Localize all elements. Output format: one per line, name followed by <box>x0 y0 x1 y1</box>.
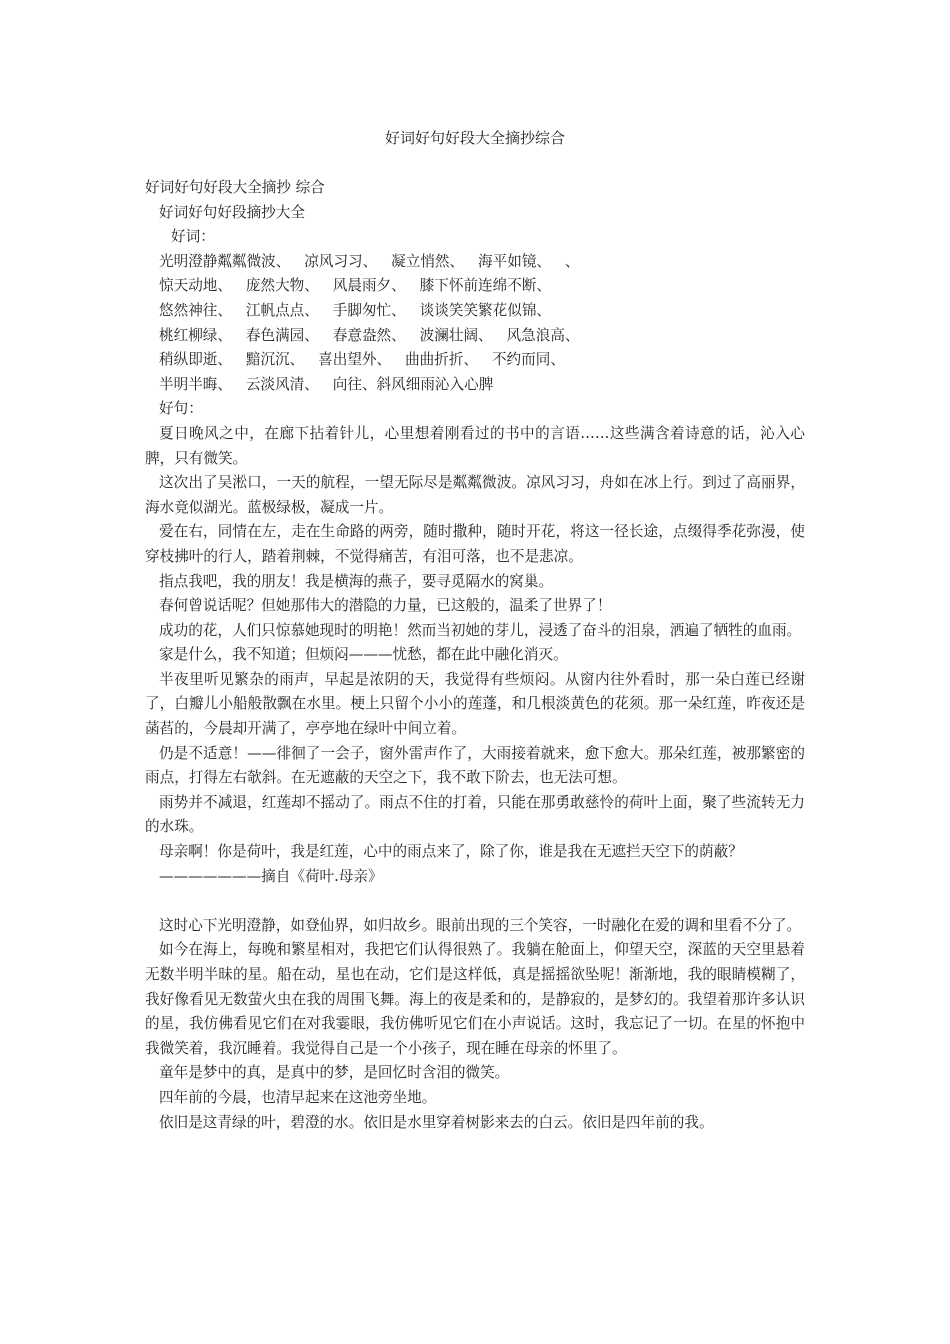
document-title: 好词好句好段大全摘抄综合 <box>384 129 565 147</box>
paragraph: 夏日晚风之中，在廊下拈着针儿，心里想着刚看过的书中的言语……这些满含着诗意的话，沁入心脾，只有微笑。 <box>145 424 805 467</box>
paragraph: 童年是梦中的真，是真中的梦，是回忆时含泪的微笑。 <box>159 1064 510 1082</box>
paragraph: 半夜里听见繁杂的雨声，早起是浓阴的天，我觉得有些烦闷。从窗内往外看时，那一朵白莲已经谢了，白瓣儿小船般散飘在水里。梗上只留个小小的莲蓬，和几根淡黄色的花须。那一朵红莲，昨夜还是菡萏的，今晨却开满了，亭亭地在绿叶中间立着。 <box>145 670 805 738</box>
word-row: 半明半晦、 云淡风清、 向往、斜风细雨沁入心脾 <box>159 375 494 393</box>
word-row: 惊天动地、 庞然大物、 风晨雨夕、 膝下怀前连绵不断、 <box>159 277 552 295</box>
word-row: 桃红柳绿、 春色满园、 春意盎然、 波澜壮阔、 风急浪高、 <box>159 326 580 344</box>
paragraph: 雨势并不减退，红莲却不摇动了。雨点不住的打着，只能在那勇敢慈怜的荷叶上面，聚了些流转无力的水珠。 <box>145 793 805 836</box>
paragraph: 母亲啊！你是荷叶，我是红莲，心中的雨点来了，除了你，谁是我在无遮拦天空下的荫蔽？ <box>159 843 743 861</box>
section-heading: 好词好句好段大全摘抄 综合 <box>145 179 325 196</box>
paragraph: 家是什么，我不知道；但烦闷———忧愁，都在此中融化消灭。 <box>159 646 568 664</box>
word-row: 稍纵即逝、 黯沉沉、 喜出望外、 曲曲折折、 不约而同、 <box>159 351 565 369</box>
source-attribution: ———————摘自《荷叶.母亲》 <box>159 867 383 885</box>
sentences-label: 好句： <box>159 400 203 418</box>
paragraph: 春何曾说话呢？但她那伟大的潜隐的力量，已这般的，温柔了世界了！ <box>159 597 612 615</box>
document-body <box>145 176 805 1135</box>
paragraph: 这时心下光明澄静，如登仙界，如归故乡。眼前出现的三个笑容，一时融化在爱的调和里看不分了。 <box>159 916 802 934</box>
paragraph: 依旧是这青绿的叶，碧澄的水。依旧是水里穿着树影来去的白云。依旧是四年前的我。 <box>159 1113 714 1131</box>
paragraph: 如今在海上，每晚和繁星相对，我把它们认得很熟了。我躺在舱面上，仰望天空，深蓝的天空里悬着无数半明半昧的星。船在动，星也在动，它们是这样低，真是摇摇欲坠呢！渐渐地，我的眼睛模糊了，我好像看见无数萤火虫在我的周围飞舞。海上的夜是柔和的，是静寂的，是梦幻的。我望着那许多认识的星，我仿佛看见它们在对我霎眼，我仿佛听见它们在小声说话。这时，我忘记了一切。在星的怀抱中我微笑着，我沉睡着。我觉得自己是一个小孩子，现在睡在母亲的怀里了。 <box>145 941 805 1057</box>
blank-line <box>145 889 805 914</box>
paragraph: 仍是不适意！——徘徊了一会子，窗外雷声作了，大雨接着就来，愈下愈大。那朵红莲，被那繁密的雨点，打得左右欹斜。在无遮蔽的天空之下，我不敢下阶去，也无法可想。 <box>145 744 805 787</box>
paragraph: 爱在右，同情在左，走在生命路的两旁，随时撒种，随时开花，将这一径长途，点缀得季花弥漫，使穿枝拂叶的行人，踏着荆棘，不觉得痛苦，有泪可落，也不是悲凉。 <box>145 523 805 565</box>
word-row: 光明澄静粼粼微波、 凉风习习、 凝立悄然、 海平如镜、 、 <box>159 252 580 270</box>
paragraph: 四年前的今晨，也清早起来在这池旁坐地。 <box>159 1088 437 1106</box>
paragraph: 这次出了吴淞口，一天的航程，一望无际尽是粼粼微波。凉风习习，舟如在冰上行。到过了高丽界，海水竟似湖光。蓝极绿极，凝成一片。 <box>145 474 805 516</box>
words-label: 好词： <box>171 228 215 246</box>
section-subheading: 好词好句好段摘抄大全 <box>159 203 305 221</box>
paragraph: 成功的花，人们只惊慕她现时的明艳！然而当初她的芽儿，浸透了奋斗的泪泉，洒遍了牺牲的血雨。 <box>159 621 802 639</box>
word-row: 悠然神往、 江帆点点、 手脚匆忙、 谈谈笑笑繁花似锦、 <box>159 301 552 319</box>
paragraph: 指点我吧，我的朋友！我是横海的燕子，要寻觅隔水的窝巢。 <box>159 572 554 590</box>
